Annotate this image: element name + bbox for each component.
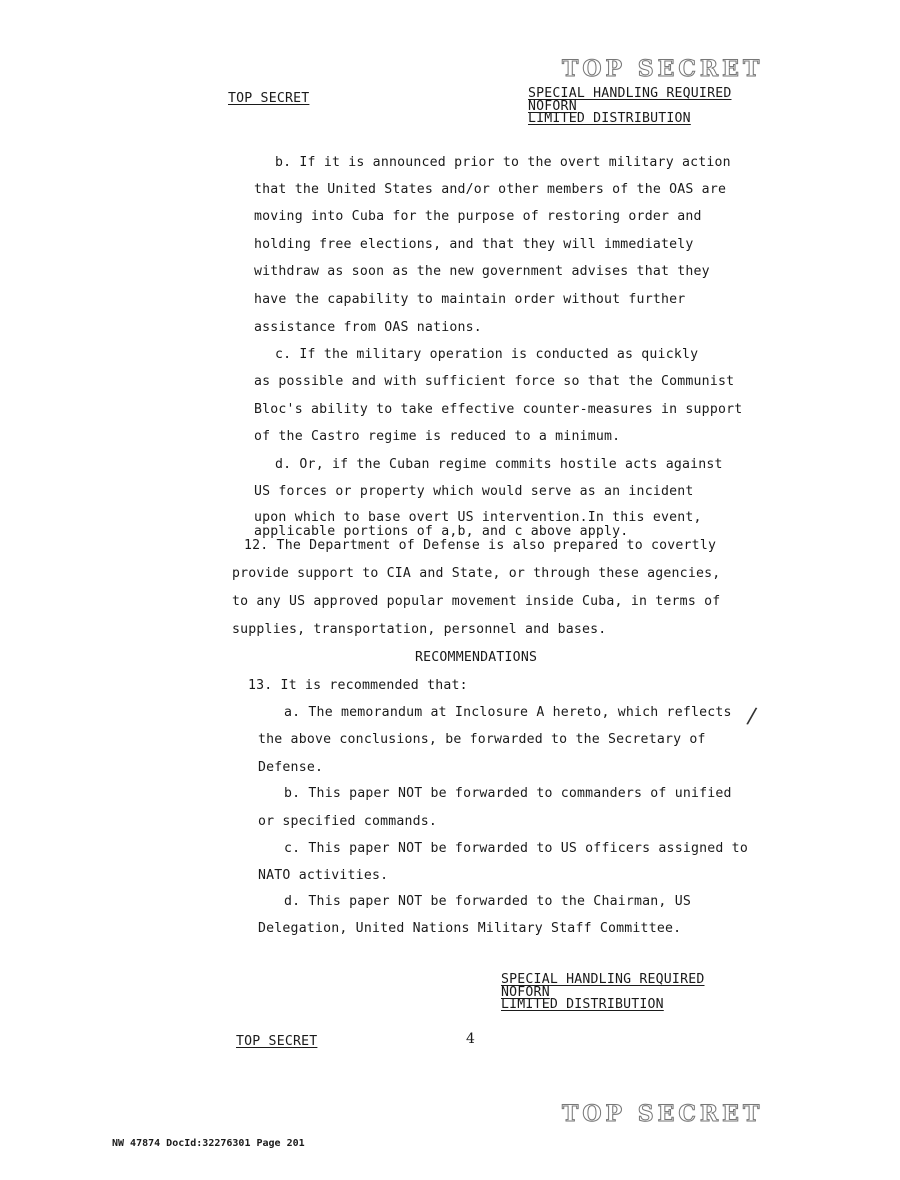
handling-line: LIMITED DISTRIBUTION: [501, 997, 664, 1012]
body-line: applicable portions of a,b, and c above apply.: [254, 524, 629, 539]
body-line: that the United States and/or other members of the OAS are: [254, 182, 727, 197]
body-line: Defense.: [258, 760, 324, 775]
top-secret-stamp-bottom: TOP SECRET: [562, 1101, 764, 1127]
top-secret-stamp-top: TOP SECRET: [562, 56, 764, 82]
body-line: as possible and with sufficient force so that the Communist: [254, 374, 735, 389]
classification-footer-left: TOP SECRET: [236, 1034, 318, 1049]
body-line: the above conclusions, be forwarded to the Secretary of: [258, 732, 706, 747]
body-line: NATO activities.: [258, 868, 389, 883]
handling-block-top: [528, 88, 732, 126]
handling-line: NOFORN: [501, 984, 550, 1000]
body-line: a. The memorandum at Inclosure A hereto, which reflects: [284, 705, 732, 720]
body-line: Delegation, United Nations Military Staff Committee.: [258, 921, 682, 936]
handling-block-bottom: [501, 974, 705, 1012]
body-line: supplies, transportation, personnel and bases.: [232, 622, 607, 637]
body-line: b. If it is announced prior to the overt military action: [275, 155, 731, 170]
margin-mark: /: [745, 703, 758, 730]
body-line: have the capability to maintain order without further: [254, 292, 686, 307]
body-line: b. This paper NOT be forwarded to commanders of unified: [284, 786, 732, 801]
section-heading-recommendations: RECOMMENDATIONS: [415, 650, 538, 665]
body-line: US forces or property which would serve as an incident: [254, 484, 694, 499]
body-line: provide support to CIA and State, or through these agencies,: [232, 566, 721, 581]
handling-line: SPECIAL HANDLING REQUIRED: [501, 972, 705, 987]
body-line: c. This paper NOT be forwarded to US officers assigned to: [284, 841, 748, 856]
body-line: withdraw as soon as the new government advises that they: [254, 264, 710, 279]
body-line: d. Or, if the Cuban regime commits hostile acts against: [275, 457, 723, 472]
archive-footer: NW 47874 DocId:32276301 Page 201: [112, 1138, 305, 1149]
body-line: moving into Cuba for the purpose of restoring order and: [254, 209, 702, 224]
classification-header-left: TOP SECRET: [228, 91, 310, 106]
handling-line: NOFORN: [528, 98, 577, 114]
page-number: 4: [466, 1031, 475, 1047]
body-line: d. This paper NOT be forwarded to the Chairman, US: [284, 894, 691, 909]
body-line: to any US approved popular movement inside Cuba, in terms of: [232, 594, 721, 609]
body-line: c. If the military operation is conducted as quickly: [275, 347, 699, 362]
handling-line: SPECIAL HANDLING REQUIRED: [528, 86, 732, 101]
body-line: Bloc's ability to take effective counter-measures in support: [254, 402, 743, 417]
body-line: of the Castro regime is reduced to a minimum.: [254, 429, 621, 444]
body-line: or specified commands.: [258, 814, 438, 829]
body-line: holding free elections, and that they will immediately: [254, 237, 694, 252]
body-line: assistance from OAS nations.: [254, 320, 482, 335]
body-line: 13. It is recommended that:: [248, 678, 468, 693]
body-line: 12. The Department of Defense is also prepared to covertly: [244, 538, 717, 553]
handling-line: LIMITED DISTRIBUTION: [528, 111, 691, 126]
body-line: upon which to base overt US intervention.In this event,: [254, 510, 702, 525]
